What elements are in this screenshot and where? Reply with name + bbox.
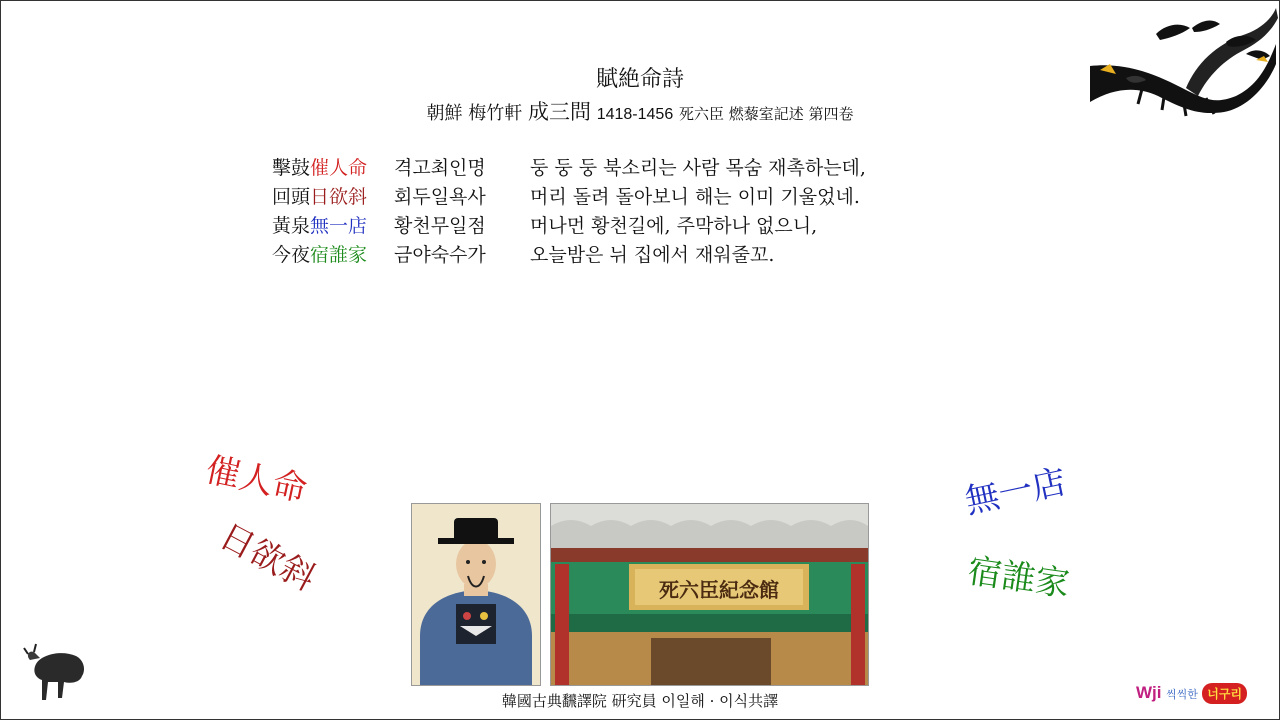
memorial-hall-photo xyxy=(550,503,869,686)
logo-mark: Wji xyxy=(1136,683,1162,702)
author-name: 成三問 xyxy=(527,100,591,124)
author-line xyxy=(0,96,1280,126)
poem-title: 賦絶命詩 xyxy=(595,67,684,92)
poem-hanja-plain: 今夜 xyxy=(272,244,311,266)
poem-reading: 황천무일점 xyxy=(394,215,486,237)
poem-hanja-plain: 黃泉 xyxy=(272,215,311,237)
logo-badge: 너구리 xyxy=(1202,683,1247,704)
poem-hanja-highlight: 宿誰家 xyxy=(310,244,368,266)
memorial-hall-sign: 死六臣紀念館 xyxy=(659,578,779,602)
poem-line-4 xyxy=(272,241,866,270)
poem-meaning: 오늘밤은 뉘 집에서 재워줄꼬. xyxy=(530,244,775,266)
poem-source: 死六臣 燃藜室記述 第四卷 xyxy=(678,105,854,123)
poem-hanja xyxy=(272,183,394,212)
poem-hanja xyxy=(272,154,394,183)
poem-hanja xyxy=(272,241,394,270)
poem-line-1 xyxy=(272,154,866,183)
poem-reading: 금야숙수가 xyxy=(394,244,486,266)
decor-phrase-1: 催人命 xyxy=(202,449,311,511)
portrait-photo xyxy=(411,503,541,686)
poem-reading: 회두일욕사 xyxy=(394,186,486,208)
poem-block xyxy=(272,154,866,270)
decor-phrase-3: 無一店 xyxy=(961,461,1070,523)
decor-phrase-2: 日欲斜 xyxy=(212,515,322,600)
poem-hanja-highlight: 催人命 xyxy=(310,157,368,179)
poem-hanja-highlight: 日欲斜 xyxy=(310,186,368,208)
translation-credit: 韓國古典飜譯院 研究員 이일해 · 이식共譯 xyxy=(501,692,779,710)
decor-phrase-4: 宿誰家 xyxy=(965,551,1072,605)
portrait-illustration xyxy=(412,504,540,685)
poem-line-3 xyxy=(272,212,866,241)
poem-hanja-highlight: 無一店 xyxy=(310,215,368,237)
brand-logo xyxy=(1136,683,1247,704)
poem-meaning: 둥 둥 둥 북소리는 사람 목숨 재촉하는데, xyxy=(530,157,866,179)
poem-hanja xyxy=(272,212,394,241)
poem-reading: 격고최인명 xyxy=(394,157,486,179)
logo-text: 씩씩한 xyxy=(1165,689,1198,701)
poem-line-2 xyxy=(272,183,866,212)
poem-meaning: 머나먼 황천길에, 주막하나 없으니, xyxy=(530,215,818,237)
poem-hanja-plain: 回頭 xyxy=(272,186,311,208)
author-prefix: 朝鮮 梅竹軒 xyxy=(426,103,523,124)
poem-hanja-plain: 擊鼓 xyxy=(272,157,311,179)
author-years: 1418-1456 xyxy=(596,106,674,123)
poem-meaning: 머리 돌려 돌아보니 해는 이미 기울었네. xyxy=(530,186,860,208)
